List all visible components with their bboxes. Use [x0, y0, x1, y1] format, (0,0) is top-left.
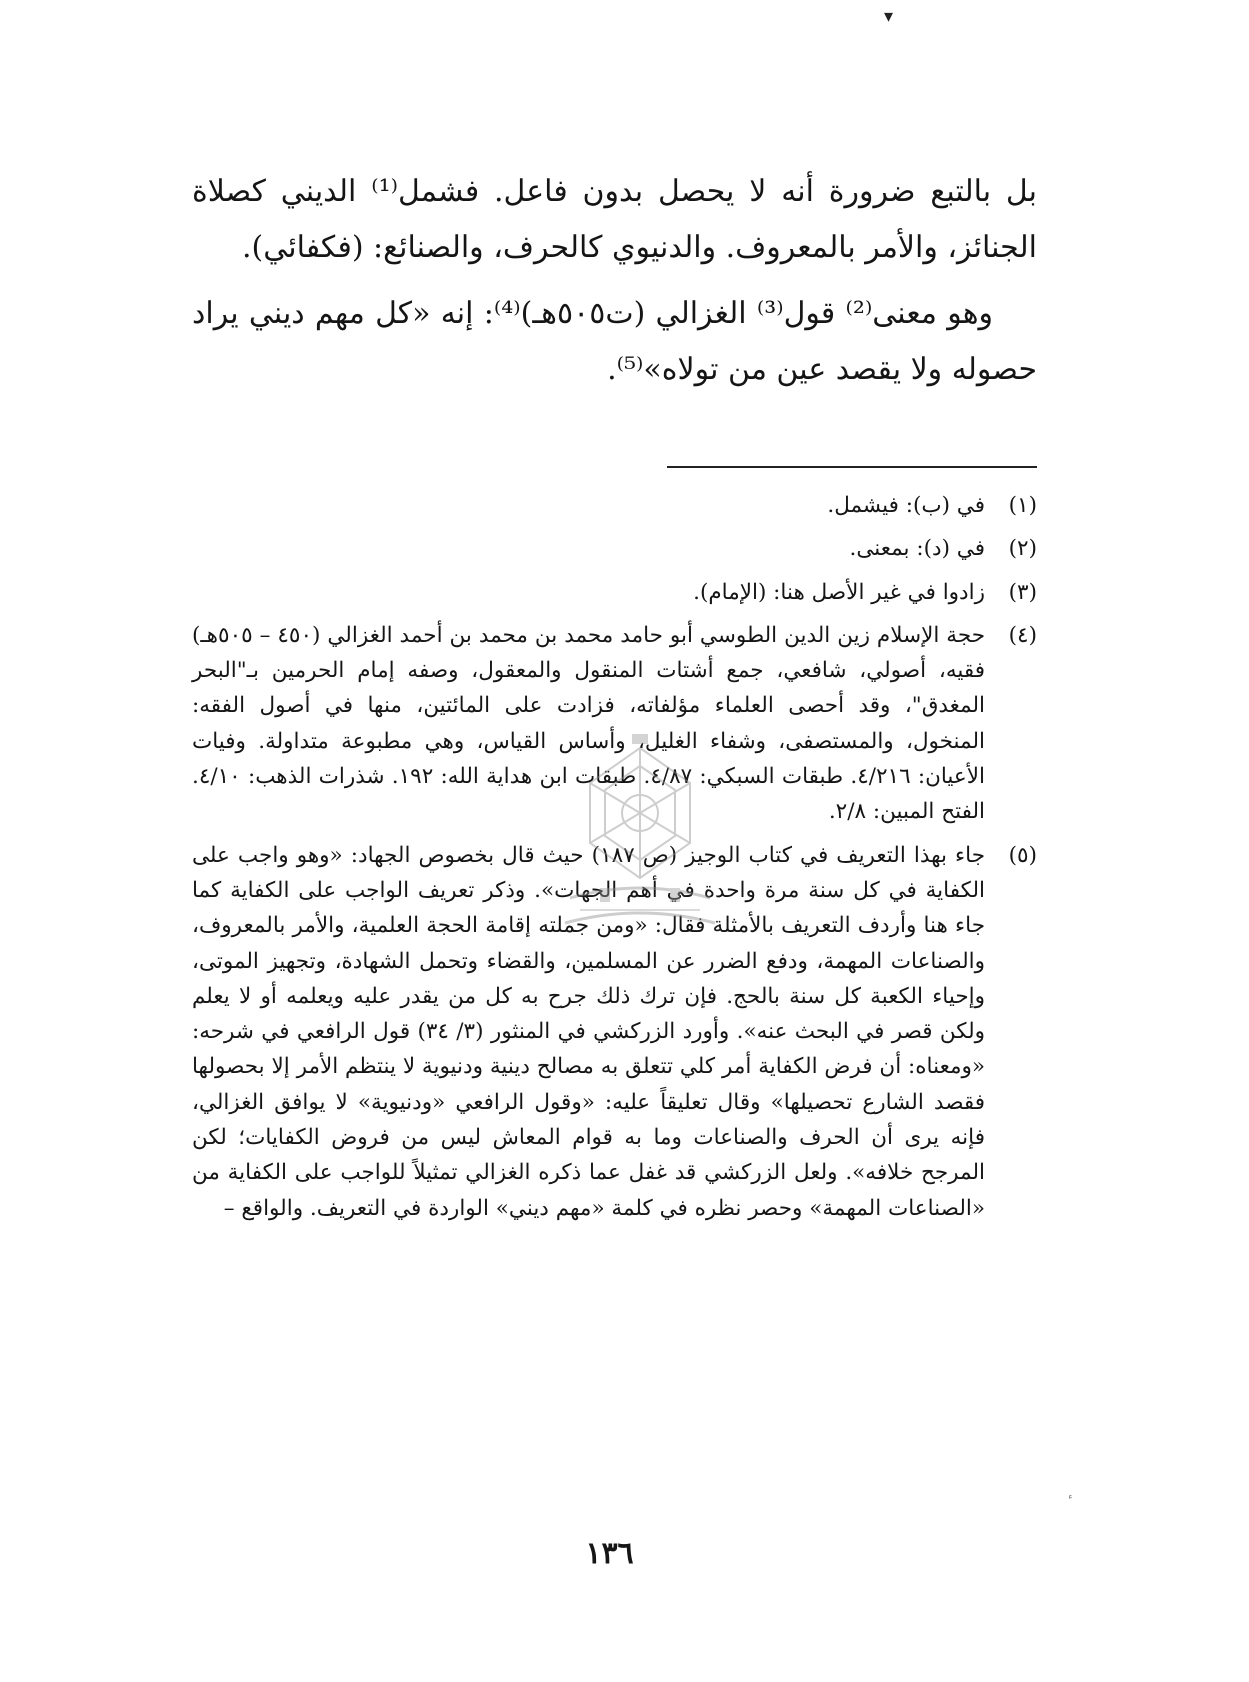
footnote-text: زادوا في غير الأصل هنا: (الإمام).: [693, 579, 985, 605]
footnote-text: جاء بهذا التعريف في كتاب الوجيز (ص ١٨٧) حيث قال بخصوص الجهاد: «وهو واجب على الكفاية في كل سنة مرة واحدة في أهم الجهات». وذكر تعريف الواجب على الكفاية كما جاء هنا وأردف التعريف بالأمثلة فقال: «ومن جملته إقامة الحجة العلمية، والأمر بالمعروف، والصناعات المهمة، ودفع الضرر عن المسلمين، والقضاء وتحمل الشهادة، وتجهيز الموتى، وإحياء الكعبة كل سنة بالحج. فإن ترك ذلك جرح به كل من يقدر عليه ويعلمه أو لا يعلم ولكن قصر في البحث عنه». وأورد الزركشي في المنثور (٣/ ٣٤) قول الرافعي في شرحه: «ومعناه: أن فرض الكفاية أمر كلي تتعلق به مصالح دينية ودنيوية لا ينتظم الأمر إلا بحصولها فقصد الشارع تحصيلها» وقال تعليقاً عليه: «وقول الرافعي «ودنيوية» لا يوافق الغزالي، فإنه يرى أن الحرف والصناعات وما به قوام المعاش ليس من فروض الكفايات؛ لكن المرجح خلافه». ولعل الزركشي قد غفل عما ذكره الغزالي تمثيلاً للواجب على الكفاية من «الصناعات المهمة» وحصر نظره في كلمة «مهم ديني» الواردة في التعريف. والواقع –: [192, 842, 986, 1221]
footnote-number: (٣): [1008, 579, 1037, 605]
footnote-number: (١): [1008, 493, 1037, 518]
main-paragraph-2: وهو معنى⁽²⁾ قول⁽³⁾ الغزالي (ت٥٠٥هـ)⁽⁴⁾: إنه «كل مهم ديني يراد حصوله ولا يقصد عين من تولاه»⁽⁵⁾.: [192, 296, 1037, 387]
footnotes: [192, 488, 1037, 1234]
footnote-5: [192, 838, 1037, 1226]
footnote-2: [192, 531, 1037, 566]
footnote-1: [192, 488, 1037, 523]
margin-mark: ٴ: [1068, 1494, 1073, 1513]
footnote-4: [192, 618, 1037, 830]
scan-speck: ▾: [884, 6, 894, 27]
footnote-number: (٥): [1008, 842, 1037, 868]
footnote-number: (٢): [1008, 536, 1037, 562]
footnote-text: حجة الإسلام زين الدين الطوسي أبو حامد محمد بن محمد بن أحمد الغزالي (٤٥٠ – ٥٠٥هـ) فقيه، أصولي، شافعي، جمع أشتات المنقول والمعقول، وصفه إمام الحرمين بـ"البحر المغدق"، وقد أحصى العلماء مؤلفاته، فزادت على المائتين، منها في أصول الفقه: المنخول، والمستصفى، وشفاء الغليل، وأساس القياس، وهي مطبوعة متداولة. وفيات الأعيان: ٤/٢١٦. طبقات السبكي: ٤/٨٧. طبقات ابن هداية الله: ١٩٢. شذرات الذهب: ٤/١٠. الفتح المبين: ٢/٨.: [192, 622, 985, 825]
footnote-3: [192, 575, 1037, 610]
footnote-text: في (ب): فيشمل.: [827, 493, 985, 518]
footnote-number: (٤): [1008, 622, 1037, 648]
footnote-text: في (د): بمعنى.: [849, 536, 985, 562]
page-number: ١٣٦: [585, 1536, 634, 1571]
main-text: [192, 164, 1037, 398]
footnote-separator: [667, 466, 1037, 468]
main-paragraph-1: بل بالتبع ضرورة أنه لا يحصل بدون فاعل. فشمل⁽¹⁾ الديني كصلاة الجنائز، والأمر بالمعروف. والدنيوي كالحرف، والصنائع: (فكفائي).: [192, 174, 1037, 265]
